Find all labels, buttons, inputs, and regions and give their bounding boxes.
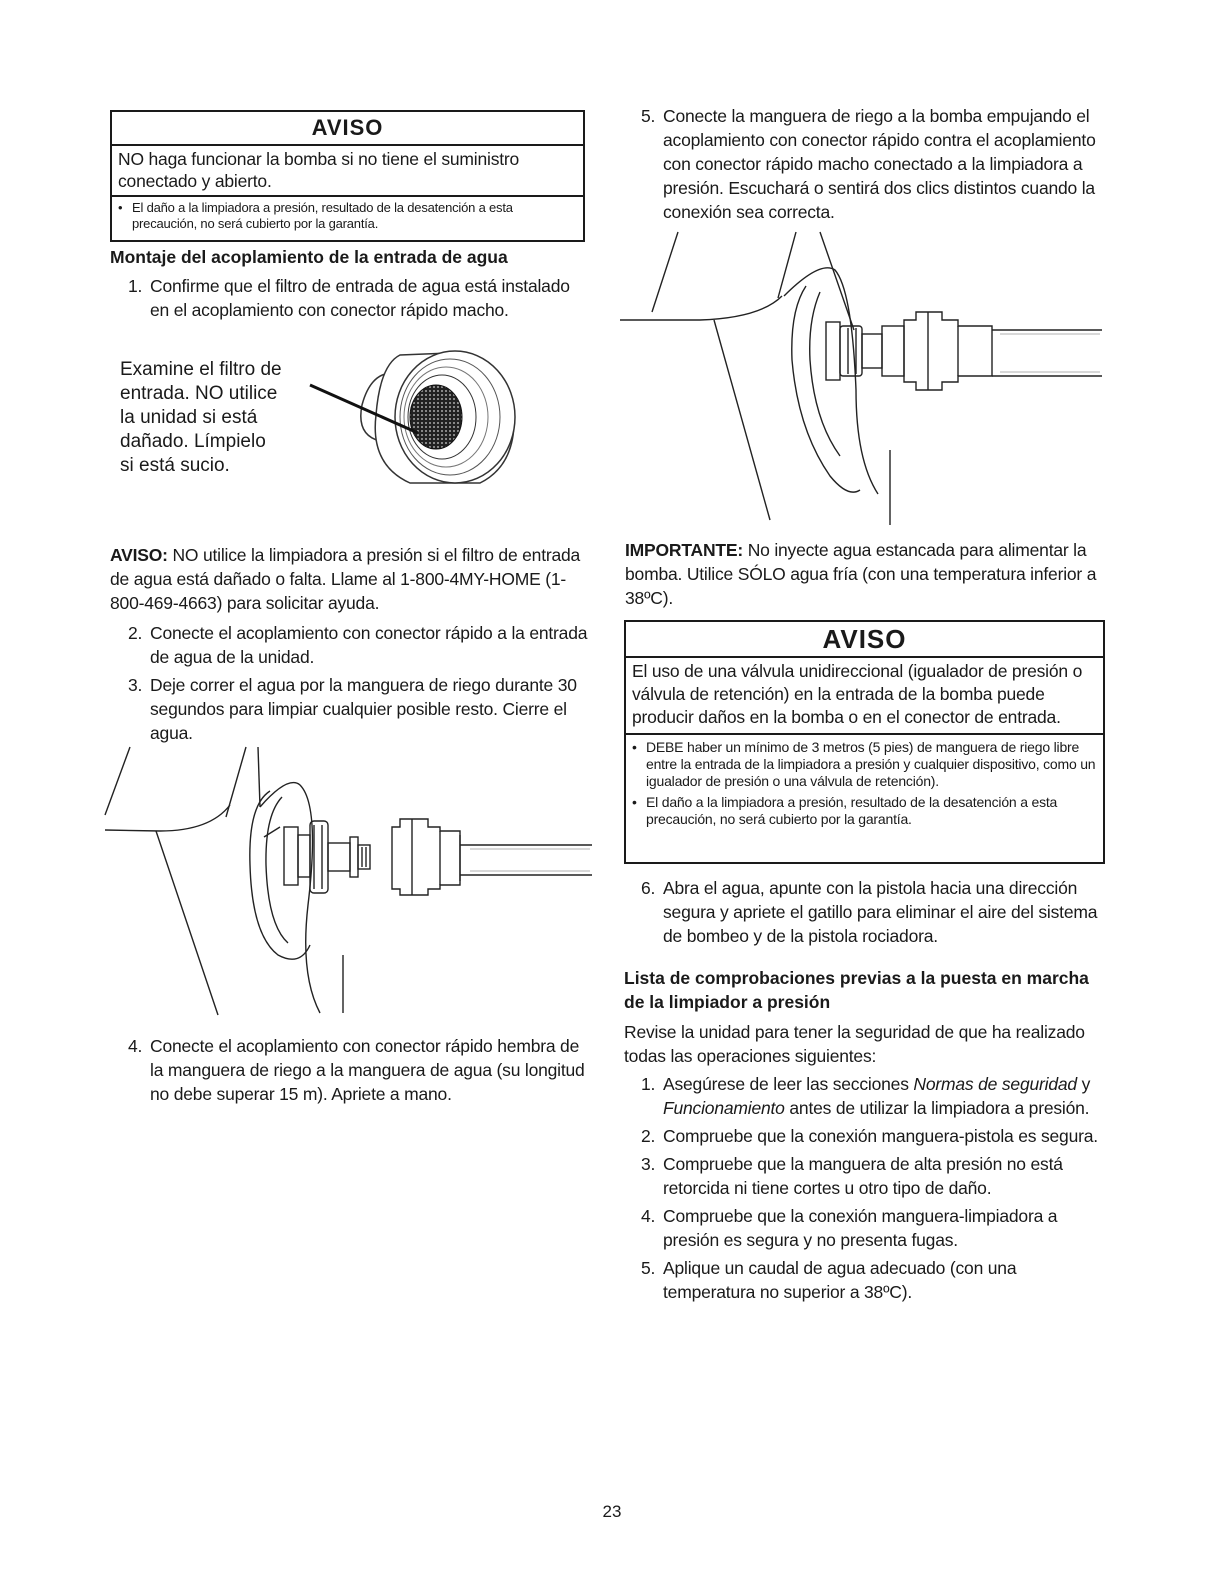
caption-line: dañado. Límpielo: [120, 431, 266, 452]
bullet-text: El daño a la limpiadora a presión, resultado de la desatención a esta precaución, no será cubierto por la garantía.: [646, 794, 1058, 827]
item-number: 5.: [641, 1258, 656, 1278]
step-text: Confirme que el filtro de entrada de agua está instalado en el acoplamiento con conector rápido macho.: [150, 276, 570, 320]
step-number: 5.: [641, 106, 656, 126]
checklist-item: [641, 1072, 1103, 1120]
importante-paragraph: [625, 538, 1105, 610]
item-number: 1.: [641, 1074, 656, 1094]
text-part: Asegúrese de leer las secciones: [663, 1074, 914, 1094]
notice-title: AVISO: [822, 624, 907, 654]
step-number: 3.: [128, 675, 143, 695]
item-text: Compruebe que la manguera de alta presión no está retorcida ni tiene cortes u otro tipo de daño.: [663, 1154, 1063, 1198]
step-text: Conecte la manguera de riego a la bomba empujando el acoplamiento con conector rápido contra el acoplamiento con conector rápido macho conectado a la limpiadora a presión. Escuchará o sentirá dos clics distintos cuando la conexión sea correcta.: [663, 106, 1096, 222]
text-part: y: [1076, 1074, 1091, 1094]
checklist-item: [641, 1256, 1103, 1304]
section-reference: Funcionamiento: [663, 1098, 785, 1118]
step-6: [641, 876, 1101, 948]
item-number: 4.: [641, 1206, 656, 1226]
bullet-text: DEBE haber un mínimo de 3 metros (5 pies) de manguera de riego libre entre la entrada de la limpiadora a presión y cualquier dispositivo, como un igualador de presión o una válvula de retención).: [646, 739, 1096, 789]
step-2: [128, 621, 588, 669]
hose-connected-illustration: [620, 230, 1110, 530]
step-3: [128, 673, 588, 745]
caption-line: si está sucio.: [120, 455, 230, 476]
section-heading: [110, 246, 590, 268]
heading-text: Montaje del acoplamiento de la entrada de agua: [110, 247, 508, 267]
step-text: Abra el agua, apunte con la pistola hacia una dirección segura y apriete el gatillo para eliminar el aire del sistema de bombeo y de la pistola rociadora.: [663, 878, 1098, 946]
item-text: Aplique un caudal de agua adecuado (con una temperatura no superior a 38ºC).: [663, 1258, 1017, 1302]
hose-connection-illustration: [100, 745, 600, 1020]
filter-caption: [120, 358, 282, 478]
item-text: Compruebe que la conexión manguera-limpiadora a presión es segura y no presenta fugas.: [663, 1206, 1058, 1250]
notice-box-warning: [110, 110, 585, 242]
page-number: 23: [602, 1502, 622, 1521]
step-text: Conecte el acoplamiento con conector rápido hembra de la manguera de riego a la manguera de agua (su longitud no debe superar 15 m). Apriete a mano.: [150, 1036, 585, 1104]
caption-line: Examine el filtro de: [120, 359, 282, 380]
notice-text: NO haga funcionar la bomba si no tiene el suministro conectado y abierto.: [118, 149, 520, 191]
notice-bullet: [626, 790, 1103, 828]
step-number: 1.: [128, 276, 143, 296]
item-number: 2.: [641, 1126, 656, 1146]
checklist-item: [641, 1124, 1103, 1148]
heading-text: Lista de comprobaciones previas a la puesta en marcha de la limpiador a presión: [624, 968, 1089, 1012]
text-part: antes de utilizar la limpiadora a presión.: [784, 1098, 1090, 1118]
notice-bullet: [112, 197, 583, 232]
caption-line: entrada. NO utilice: [120, 383, 278, 404]
section-heading-checklist: [624, 966, 1108, 1014]
notice-text: El uso de una válvula unidireccional (igualador de presión o válvula de retención) en la entrada de la bomba puede producir daños en la bomba o en el conector de entrada.: [632, 661, 1083, 727]
bullet-icon: •: [632, 794, 637, 810]
step-text: Deje correr el agua por la manguera de riego durante 30 segundos para limpiar cualquier posible resto. Cierre el agua.: [150, 675, 577, 743]
step-number: 6.: [641, 878, 656, 898]
notice-box-warning-2: [624, 620, 1105, 864]
item-text: [663, 1072, 1103, 1120]
importante-label: IMPORTANTE:: [625, 540, 744, 560]
step-1: [128, 274, 588, 322]
step-number: 2.: [128, 623, 143, 643]
item-text: Compruebe que la conexión manguera-pistola es segura.: [663, 1126, 1098, 1146]
filter-illustration: [300, 345, 540, 495]
step-5: [641, 104, 1101, 224]
item-number: 3.: [641, 1154, 656, 1174]
checklist-intro: Revise la unidad para tener la seguridad de que ha realizado todas las operaciones siguientes:: [624, 1022, 1085, 1066]
bullet-text: El daño a la limpiadora a presión, resultado de la desatención a esta precaución, no será cubierto por la garantía.: [132, 200, 513, 231]
aviso-text: NO utilice la limpiadora a presión si el filtro de entrada de agua está dañado o falta. Llame al 1-800-4MY-HOME (1-800-469-4663) para solicitar ayuda.: [110, 545, 581, 613]
step-4: [128, 1034, 588, 1106]
caption-line: la unidad si está: [120, 407, 258, 428]
step-number: 4.: [128, 1036, 143, 1056]
importante-text: No inyecte agua estancada para alimentar la bomba. Utilice SÓLO agua fría (con una temperatura inferior a 38ºC).: [625, 540, 1097, 608]
checklist: [641, 1072, 1103, 1304]
aviso-paragraph: [110, 543, 588, 615]
notice-bullet: [626, 735, 1103, 790]
checklist-item: [641, 1204, 1103, 1252]
aviso-label: AVISO:: [110, 545, 168, 565]
step-text: Conecte el acoplamiento con conector rápido a la entrada de agua de la unidad.: [150, 623, 588, 667]
section-reference: Normas de seguridad: [913, 1074, 1077, 1094]
bullet-icon: •: [632, 739, 637, 755]
checklist-item: [641, 1152, 1103, 1200]
bullet-icon: •: [118, 200, 123, 215]
notice-title: AVISO: [311, 115, 384, 140]
